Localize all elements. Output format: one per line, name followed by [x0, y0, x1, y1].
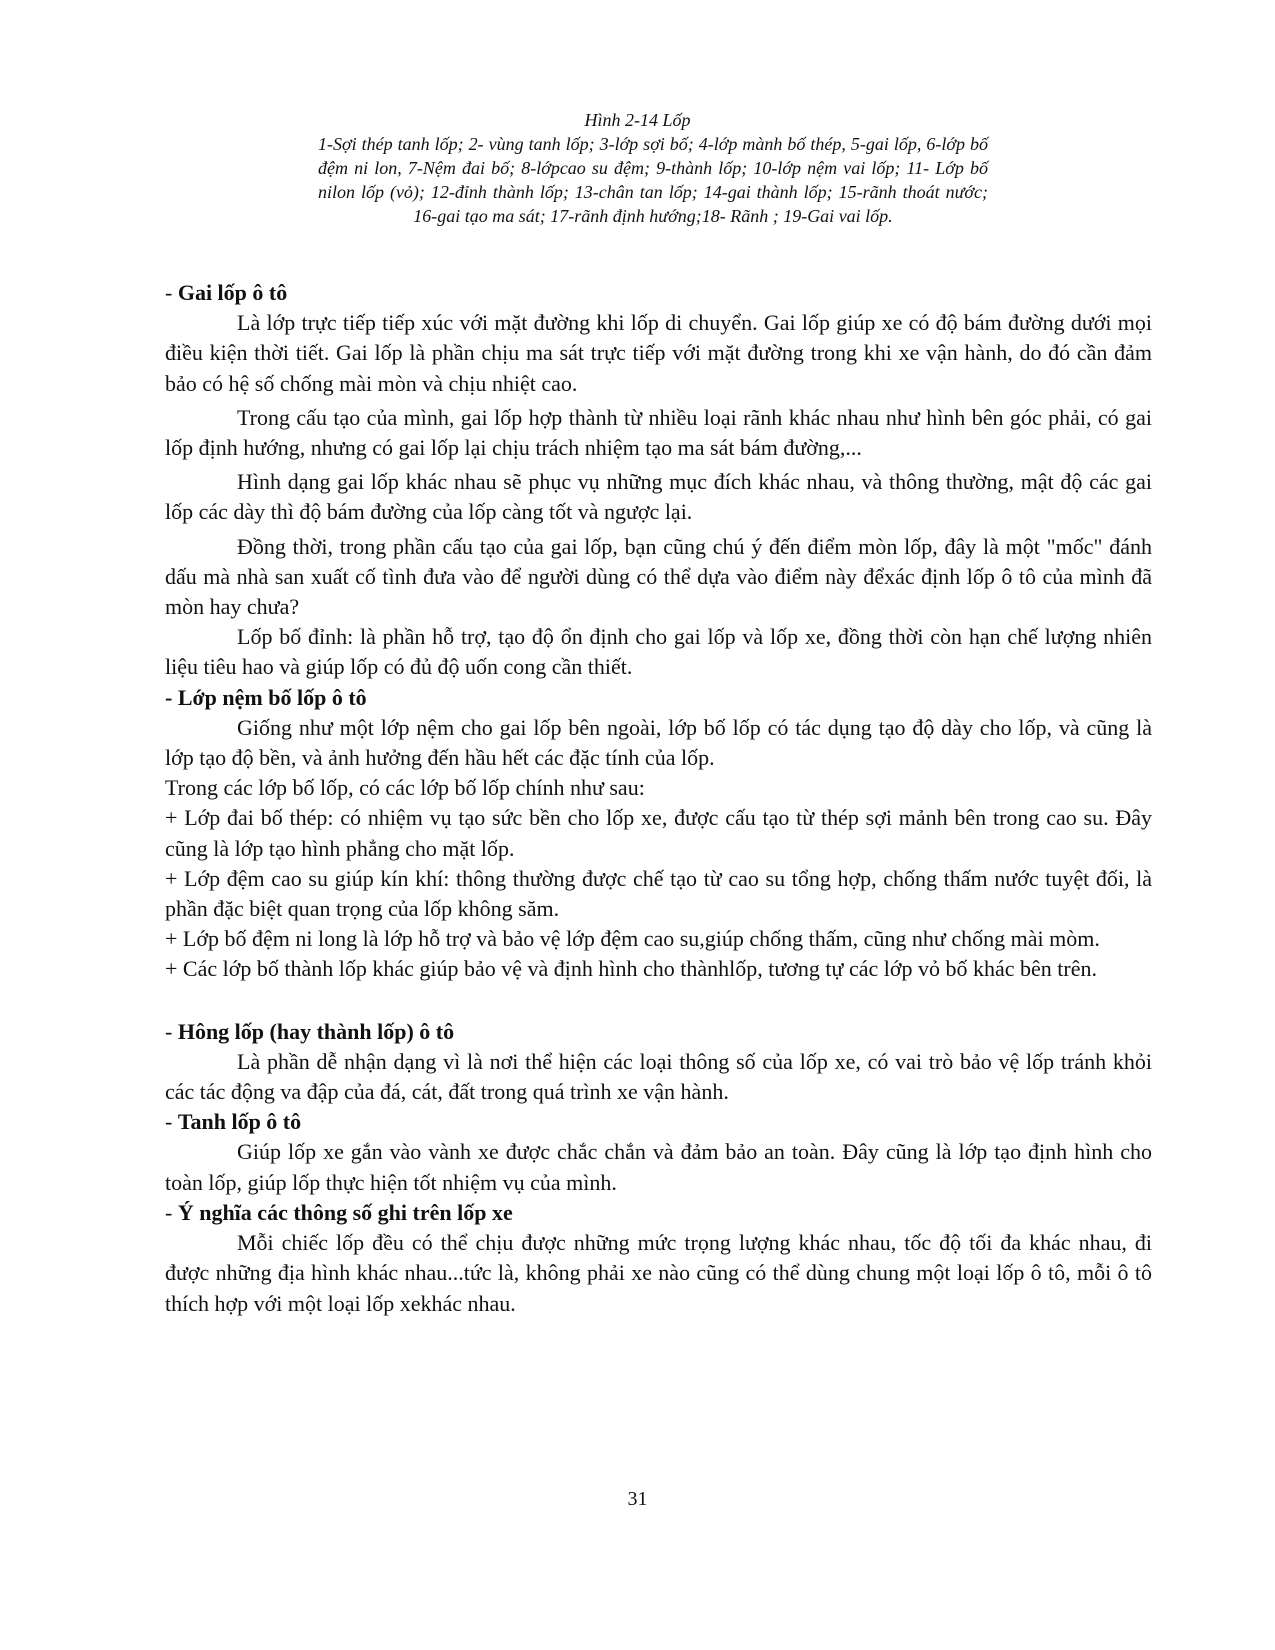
section-heading-gai-lop: - Gai lốp ô tô	[165, 280, 288, 305]
section-heading-hong-lop: - Hông lốp (hay thành lốp) ô tô	[165, 1018, 455, 1044]
paragraph: Hình dạng gai lốp khác nhau sẽ phục vụ những mục đích khác nhau, và thông thường, mật độ các gai lốp các dày thì độ bám đường của lốp càng tốt và ngược lại.	[165, 469, 1152, 525]
figure-caption: 1-Sợi thép tanh lốp; 2- vùng tanh lốp; 3-lớp sợi bố; 4-lớp mành bố thép, 5-gai lốp, 6-lớp bố đệm ni lon, 7-Nệm đai bố; 8-lớpcao su đệm; 9-thành lốp; 10-lớp nệm vai lốp; 11- Lớp bố nilon lốp (vỏ); 12-đỉnh thành lốp; 13-chân tan lốp; 14-gai thành lốp; 15-rãnh thoát nước; 16-gai tạo ma sát; 17-rãnh định hướng;18- Rãnh ; 19-Gai vai lốp.	[318, 134, 988, 226]
section-heading-y-nghia: - Ý nghĩa các thông số ghi trên lốp xe	[165, 1199, 513, 1225]
list-item: + Lớp đệm cao su giúp kín khí: thông thường được chế tạo từ cao su tổng hợp, chống thấm nước tuyệt đối, là phần đặc biệt quan trọng của lốp không săm.	[165, 865, 1152, 922]
paragraph: Giúp lốp xe gắn vào vành xe được chắc chắn và đảm bảo an toàn. Đây cũng là lớp tạo định hình cho toàn lốp, giúp lốp thực hiện tốt nhiệm vụ của mình.	[165, 1139, 1152, 1195]
paragraph: Là phần dễ nhận dạng vì là nơi thể hiện các loại thông số của lốp xe, có vai trò bảo vệ lốp tránh khỏi các tác động va đập của đá, cát, đất trong quá trình xe vận hành.	[165, 1048, 1152, 1105]
body-text	[165, 278, 1152, 1319]
paragraph: Lốp bố đỉnh: là phần hỗ trợ, tạo độ ổn định cho gai lốp và lốp xe, đồng thời còn hạn chế lượng nhiên liệu tiêu hao và giúp lốp có đủ độ uốn cong cần thiết.	[165, 624, 1152, 680]
section-heading-tanh-lop: - Tanh lốp ô tô	[165, 1109, 302, 1135]
page-number: 31	[627, 1488, 648, 1510]
paragraph: Đồng thời, trong phần cấu tạo của gai lốp, bạn cũng chú ý đến điểm mòn lốp, đây là một "mốc" đánh dấu mà nhà san xuất cố tình đưa vào để người dùng có thể dựa vào điểm này đểxác định lốp ô tô của mình đã mòn hay chưa?	[165, 533, 1152, 620]
list-item: + Lớp đai bố thép: có nhiệm vụ tạo sức bền cho lốp xe, được cấu tạo từ thép sợi mảnh bên trong cao su. Đây cũng là lớp tạo hình phẳng cho mặt lốp.	[165, 805, 1152, 861]
paragraph: Giống như một lớp nệm cho gai lốp bên ngoài, lớp bố lốp có tác dụng tạo độ dày cho lốp, và cũng là lớp tạo độ bền, và ảnh hưởng đến hầu hết các đặc tính của lốp.	[165, 714, 1152, 771]
list-item: + Lớp bố đệm ni long là lớp hỗ trợ và bảo vệ lớp đệm cao su,giúp chống thấm, cũng như chống mài mòm.	[165, 926, 1100, 952]
paragraph: Là lớp trực tiếp tiếp xúc với mặt đường khi lốp di chuyển. Gai lốp giúp xe có độ bám đường dưới mọi điều kiện thời tiết. Gai lốp là phần chịu ma sát trực tiếp với mặt đường trong khi xe vận hành, do đó cần đảm bảo có hệ số chống mài mòn và chịu nhiệt cao.	[165, 310, 1152, 396]
paragraph: Trong cấu tạo của mình, gai lốp hợp thành từ nhiều loại rãnh khác nhau như hình bên góc phải, có gai lốp định hướng, nhưng có gai lốp lại chịu trách nhiệm tạo ma sát bám đường,...	[165, 404, 1152, 461]
list-item: + Các lớp bố thành lốp khác giúp bảo vệ và định hình cho thànhlốp, tương tự các lớp vỏ bố khác bên trên.	[165, 956, 1098, 982]
paragraph: Trong các lớp bố lốp, có các lớp bố lốp chính như sau:	[165, 775, 645, 801]
section-heading-lop-nem-bo: - Lớp nệm bố lốp ô tô	[165, 684, 367, 710]
paragraph: Mỗi chiếc lốp đều có thể chịu được những mức trọng lượng khác nhau, tốc độ tối đa khác nhau, đi được những địa hình khác nhau...tức là, không phải xe nào cũng có thể dùng chung một loại lốp ô tô, mỗi ô tô thích hợp với một loại lốp xekhác nhau.	[165, 1230, 1152, 1316]
figure-title: Hình 2-14 Lốp	[584, 110, 691, 130]
